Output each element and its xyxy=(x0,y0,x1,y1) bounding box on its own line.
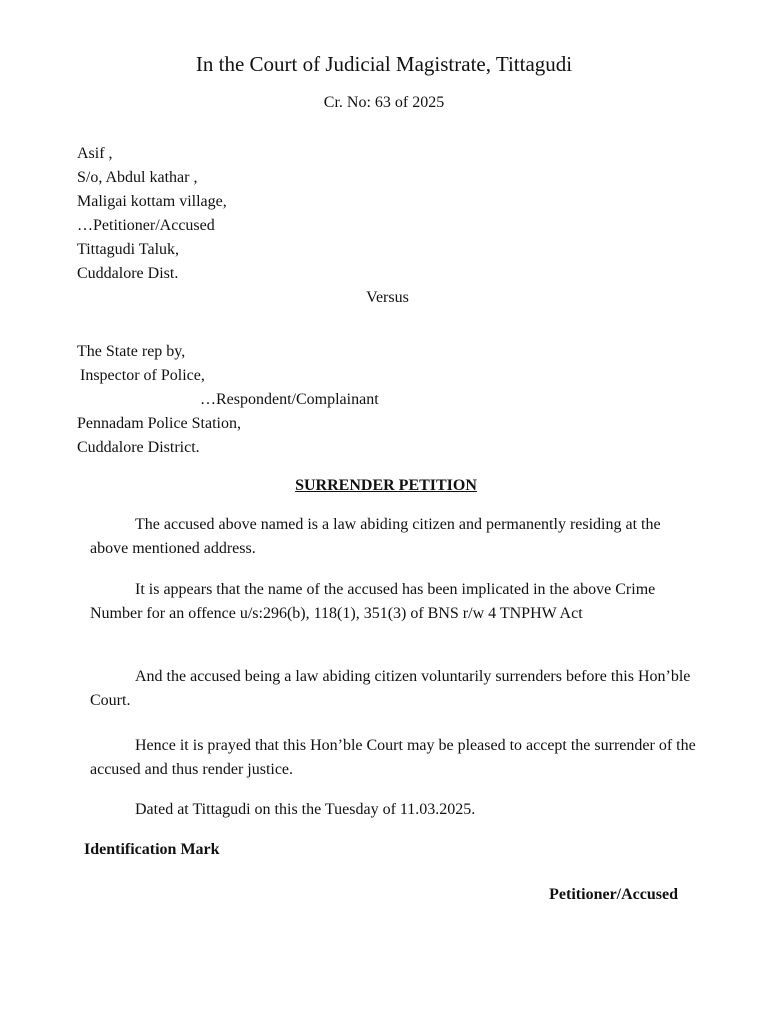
petition-heading: SURRENDER PETITION xyxy=(295,477,477,494)
court-title: In the Court of Judicial Magistrate, Tittagudi xyxy=(195,52,573,76)
petitioner-name: Asif , xyxy=(77,145,113,162)
signature-label: Petitioner/Accused xyxy=(549,886,678,903)
identification-mark-label: Identification Mark xyxy=(84,841,220,858)
paragraph-offence xyxy=(90,578,700,626)
paragraph-surrender xyxy=(90,665,700,713)
petitioner-village: Maligai kottam village, xyxy=(77,193,227,210)
petitioner-father: S/o, Abdul kathar , xyxy=(77,169,198,186)
paragraph-residence xyxy=(90,513,700,561)
respondent-district: Cuddalore District. xyxy=(77,439,200,456)
paragraph-date xyxy=(90,798,700,822)
paragraph-text: Hence it is prayed that this Hon’ble Court may be pleased to accept the surrender of the accused and thus render justice. xyxy=(90,737,696,778)
paragraph-text: Dated at Tittagudi on this the Tuesday of 11.03.2025. xyxy=(135,801,476,818)
case-number: Cr. No: 63 of 2025 xyxy=(323,94,445,111)
paragraph-prayer xyxy=(90,734,700,782)
respondent-state: The State rep by, xyxy=(77,343,186,360)
versus-label: Versus xyxy=(366,289,409,306)
paragraph-text: It is appears that the name of the accused has been implicated in the above Crime Number for an offence u/s:296(b), 118(1), 351(3) of BNS r/w 4 TNPHW Act xyxy=(90,581,656,622)
paragraph-text: The accused above named is a law abiding citizen and permanently residing at the above mentioned address. xyxy=(90,516,661,557)
paragraph-text: And the accused being a law abiding citizen voluntarily surrenders before this Hon’ble Court. xyxy=(90,668,691,709)
petitioner-district: Cuddalore Dist. xyxy=(77,265,179,282)
respondent-role: …Respondent/Complainant xyxy=(200,391,379,408)
petitioner-taluk: Tittagudi Taluk, xyxy=(77,241,180,258)
respondent-station: Pennadam Police Station, xyxy=(77,415,241,432)
petitioner-role: …Petitioner/Accused xyxy=(77,217,215,234)
respondent-inspector: Inspector of Police, xyxy=(80,367,205,384)
